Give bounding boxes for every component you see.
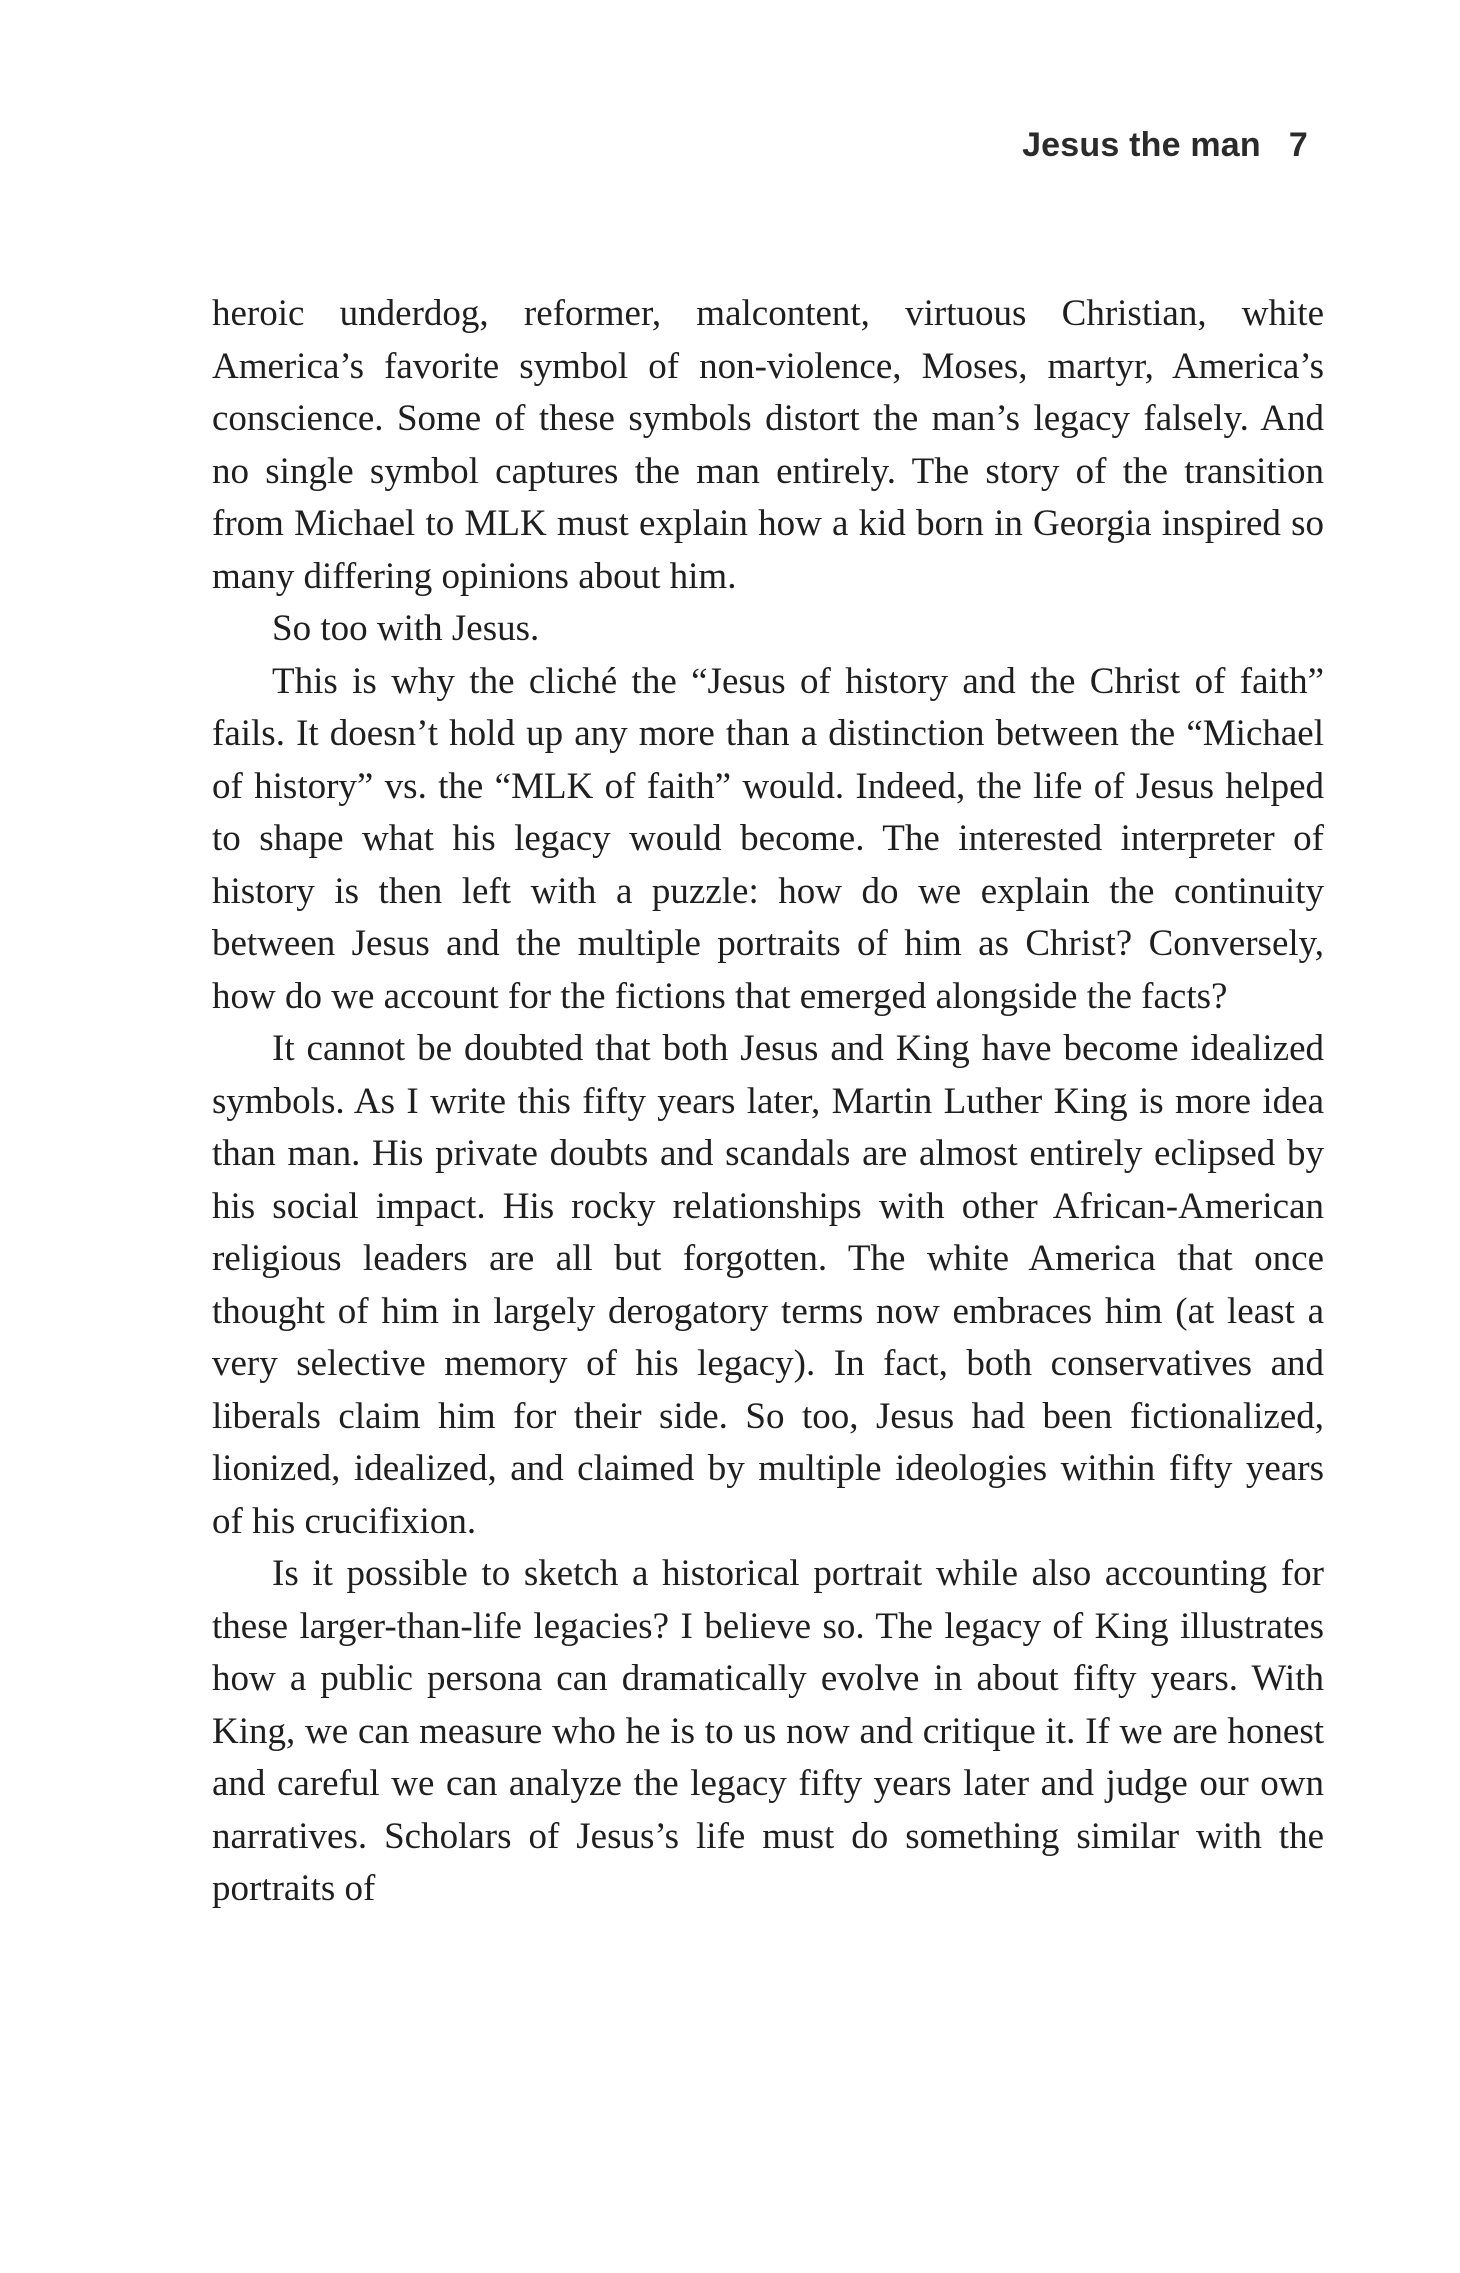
body-text: [212, 288, 1324, 1916]
paragraph-2: So too with Jesus.: [272, 608, 540, 649]
paragraph-3: This is why the cliché the “Jesus of history and the Christ of faith” fails. It doesn’t hold up any more than a distinction between the “Michael of history” vs. the “MLK of faith” would. Indeed, the life of Jesus helped to shape what his legacy would become. The interested interpreter of history is then left with a puzzle: how do we explain the continuity between Jesus and the multiple portraits of him as Christ? Conversely, how do we account for the fictions that emerged alongside the facts?: [212, 660, 1324, 1017]
page-number: 7: [1288, 126, 1308, 164]
running-title: Jesus the man: [1022, 126, 1261, 164]
paragraph-4: It cannot be doubted that both Jesus and King have become idealized symbols. As I write this fifty years later, Martin Luther King is more idea than man. His private doubts and scandals are almost entirely eclipsed by his social impact. His rocky relationships with other African-American religious leaders are all but forgotten. The white America that once thought of him in largely derogatory terms now embraces him (at least a very selective memory of his legacy). In fact, both conservatives and liberals claim him for their side. So too, Jesus had been fictionalized, lionized, idealized, and claimed by multiple ideologies within fifty years of his crucifixion.: [212, 1028, 1324, 1542]
paragraph-1: heroic underdog, reformer, malcontent, virtuous Christian, white America’s favorite symbol of non-violence, Moses, martyr, America’s conscience. Some of these symbols distort the man’s legacy falsely. And no single symbol captures the man entirely. The story of the transition from Michael to MLK must explain how a kid born in Georgia inspired so many differing opinions about him.: [212, 293, 1324, 597]
running-header: [1022, 126, 1308, 165]
paragraph-5: Is it possible to sketch a historical portrait while also accounting for these larger-than-life legacies? I believe so. The legacy of King illustrates how a public persona can dramatically evolve in about fifty years. With King, we can measure who he is to us now and critique it. If we are honest and careful we can analyze the legacy fifty years later and judge our own narratives. Scholars of Jesus’s life must do something similar with the portraits of: [212, 1553, 1324, 1909]
